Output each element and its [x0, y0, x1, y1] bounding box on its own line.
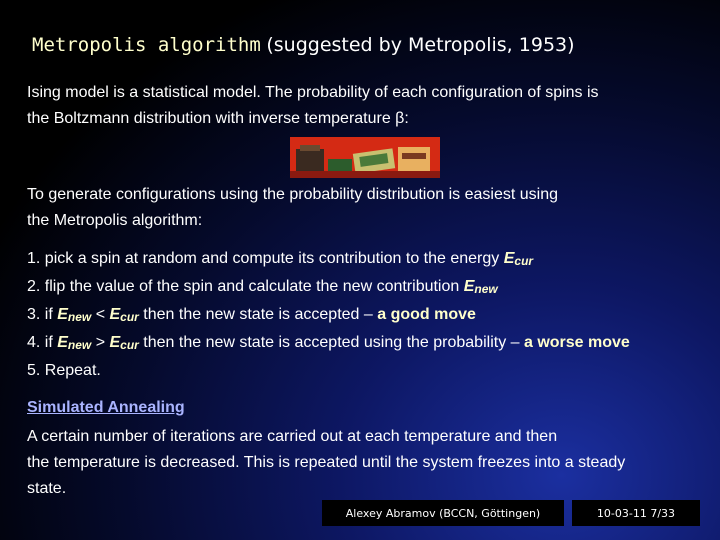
step-3-var-cur: $E_{cur}$ — [109, 306, 139, 324]
step-2-text: 2. flip the value of the spin and calculate the new contribution — [27, 278, 464, 295]
good-move-highlight: a good move — [377, 306, 476, 323]
step-1 — [27, 245, 630, 273]
footer-date-page: 10-03-11 7/33 — [572, 500, 700, 526]
intro-line-2: the Boltzmann distribution with inverse temperature β: — [27, 110, 409, 127]
step-1-text: 1. pick a spin at random and compute its contribution to the energy — [27, 250, 504, 267]
annealing-line-2: the temperature is decreased. This is repeated until the system freezes into a steady — [27, 454, 626, 471]
generate-line-1: To generate configurations using the probability distribution is easiest using — [27, 186, 558, 203]
intro-line-1: Ising model is a statistical model. The probability of each configuration of spins is — [27, 84, 599, 101]
step-1-var: $E_{cur}$ — [503, 250, 534, 268]
step-5: 5. Repeat. — [27, 362, 101, 379]
generate-line-2: the Metropolis algorithm: — [27, 212, 203, 229]
step-4-var-cur: $E_{cur}$ — [109, 334, 139, 352]
step-3-var-new: $E_{new}$ — [57, 306, 92, 324]
annealing-line-1: A certain number of iterations are carried out at each temperature and then — [27, 428, 558, 445]
step-4: 4. if $E_{new} > E_{cur}$ then the new state is accepted using the probability – a worse move — [27, 334, 630, 352]
generate-paragraph — [27, 182, 558, 234]
boltzmann-formula-image — [290, 137, 440, 178]
annealing-line-3: state. — [27, 480, 67, 497]
algorithm-steps — [27, 245, 630, 385]
simulated-annealing-link[interactable]: Simulated Annealing — [27, 399, 185, 416]
slide-title — [32, 34, 575, 57]
formula-picture-icon — [290, 137, 440, 178]
step-4-var-new: $E_{new}$ — [57, 334, 92, 352]
step-3: 3. if $E_{new} < E_{cur}$ then the new state is accepted – a good move — [27, 306, 476, 324]
annealing-paragraph — [27, 424, 625, 502]
step-2 — [27, 273, 630, 301]
title-main: Metropolis algorithm — [32, 34, 261, 56]
intro-paragraph — [27, 80, 599, 132]
title-sub: (suggested by Metropolis, 1953) — [266, 34, 575, 56]
worse-move-highlight: a worse move — [523, 334, 630, 351]
step-2-var: $E_{new}$ — [463, 278, 498, 296]
footer-author: Alexey Abramov (BCCN, Göttingen) — [322, 500, 564, 526]
